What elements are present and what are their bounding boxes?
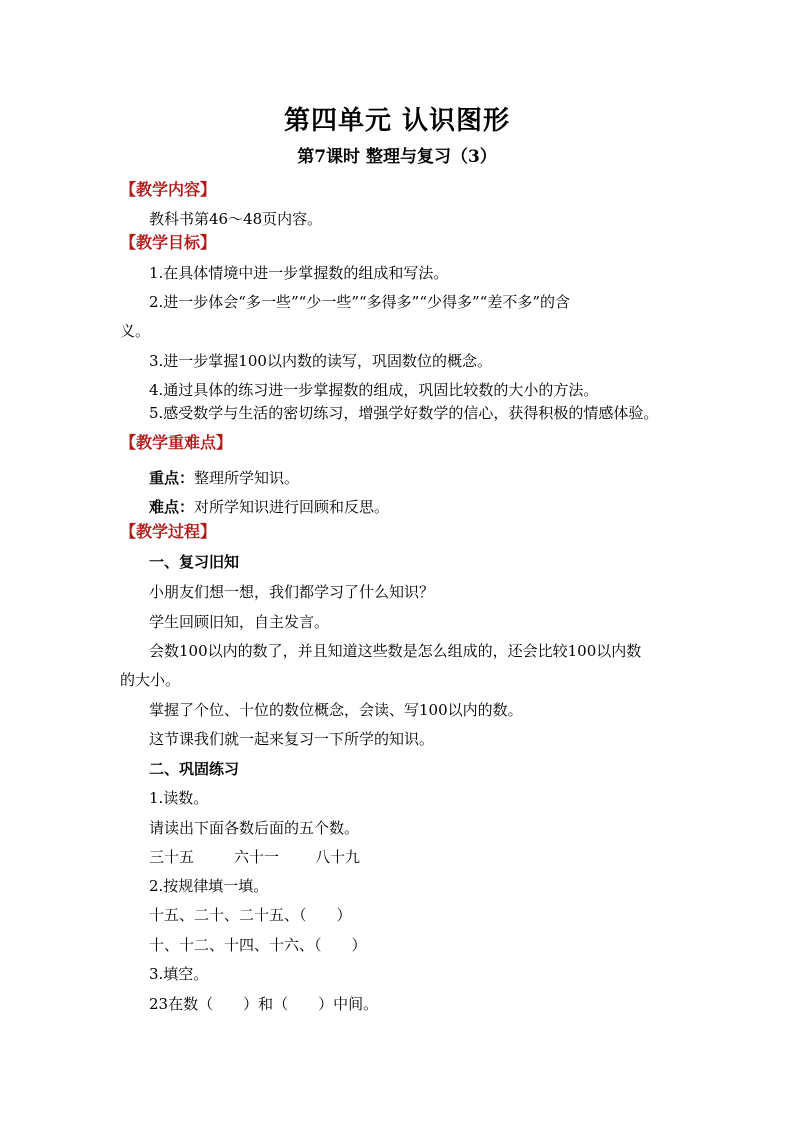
question-1-numbers — [149, 847, 360, 867]
question-3-a: 23在数（ ）和（ ）中间。 — [149, 995, 379, 1013]
process-p2: 学生回顾旧知，自主发言。 — [149, 613, 330, 631]
goal-item-2: 2.进一步体会“多一些”“少一些”“多得多”“少得多”“差不多”的含 — [149, 293, 570, 311]
key-point-line — [149, 468, 299, 488]
number-word: 三十五 — [149, 848, 195, 866]
question-3: 3.填空。 — [149, 965, 209, 983]
key-point-text: 整理所学知识。 — [194, 469, 300, 487]
question-2-a: 十五、二十、二十五、（ ） — [149, 906, 352, 924]
question-2-b: 十、十二、十四、十六、（ ） — [149, 936, 367, 954]
section-heading-key-points — [120, 433, 232, 453]
lesson-subtitle: 第7课时 整理与复习（3） — [297, 147, 497, 167]
goal-item-5: 5.感受数学与生活的密切练习，增强学好数学的信心，获得积极的情感体验。 — [149, 404, 659, 422]
difficulty-text: 对所学知识进行回顾和反思。 — [194, 498, 390, 516]
goal-item-1: 1.在具体情境中进一步掌握数的组成和写法。 — [149, 264, 449, 282]
number-word: 八十九 — [315, 848, 361, 866]
section-heading-goals: 【教学目标】 — [120, 233, 217, 252]
content-text: 教科书第46～48页内容。 — [149, 210, 323, 228]
process-p3-cont: 的大小。 — [120, 671, 181, 689]
key-points-heading-text: 【教学重难点】 — [120, 433, 233, 452]
goal-item-3: 3.进一步掌握100以内数的读写，巩固数位的概念。 — [149, 352, 492, 370]
goal-item-2-cont: 义。 — [120, 322, 151, 340]
part2-title: 二、巩固练习 — [149, 760, 240, 778]
key-point-label: 重点： — [149, 469, 195, 487]
question-1: 1.读数。 — [149, 789, 209, 807]
page-title: 第四单元 认识图形 — [283, 106, 511, 136]
process-p1: 小朋友们想一想，我们都学习了什么知识？ — [149, 583, 435, 601]
section-heading-content: 【教学内容】 — [120, 180, 217, 199]
question-2: 2.按规律填一填。 — [149, 877, 269, 895]
goal-item-4: 4.通过具体的练习进一步掌握数的组成，巩固比较数的大小的方法。 — [149, 381, 599, 399]
part1-title: 一、复习旧知 — [149, 553, 240, 571]
difficulty-label: 难点： — [149, 498, 195, 516]
process-p4: 掌握了个位、十位的数位概念，会读、写100以内的数。 — [149, 701, 523, 719]
number-word: 六十一 — [234, 848, 280, 866]
process-p5: 这节课我们就一起来复习一下所学的知识。 — [149, 730, 435, 748]
difficulty-line — [149, 497, 389, 517]
process-p3: 会数100以内的数了，并且知道这些数是怎么组成的，还会比较100以内数 — [149, 642, 642, 660]
question-1-instruction: 请读出下面各数后面的五个数。 — [149, 819, 360, 837]
section-heading-process: 【教学过程】 — [120, 522, 217, 541]
